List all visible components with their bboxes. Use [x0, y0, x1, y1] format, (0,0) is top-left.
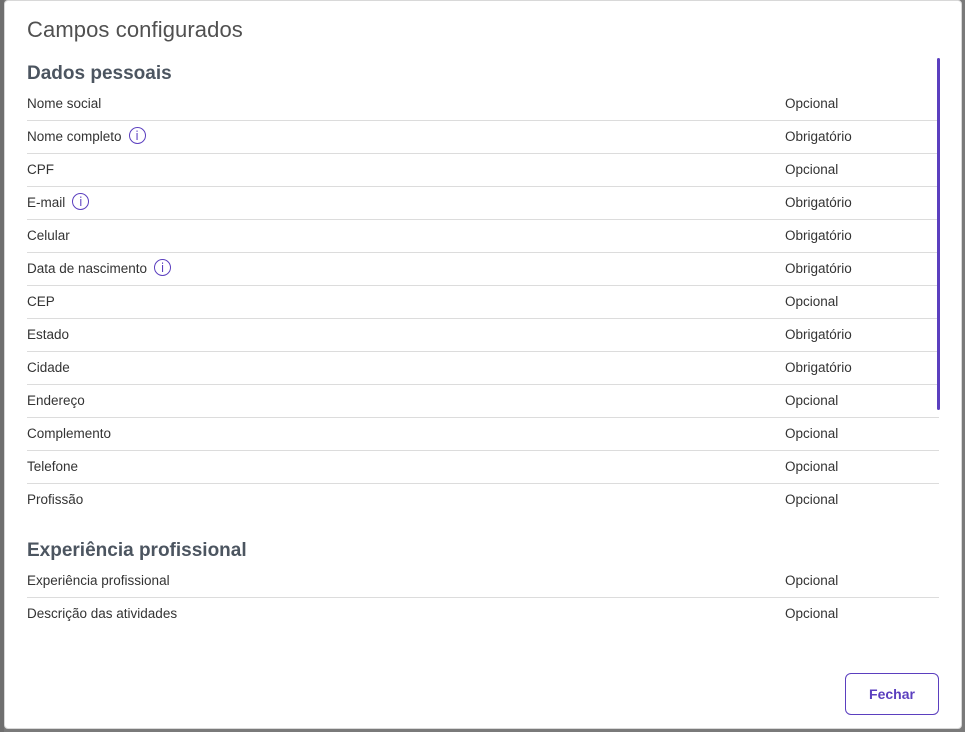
field-status: Obrigatório	[785, 261, 852, 276]
field-label-wrap	[27, 459, 78, 474]
field-label-wrap	[27, 573, 170, 588]
field-row	[27, 220, 939, 253]
close-button[interactable]: Fechar	[845, 673, 939, 715]
field-label-wrap	[27, 393, 85, 408]
field-label: Cidade	[27, 360, 70, 375]
field-status: Opcional	[785, 96, 839, 111]
field-label: Celular	[27, 228, 70, 243]
field-list	[27, 565, 939, 630]
field-label-wrap	[27, 96, 101, 111]
scrollbar-thumb[interactable]	[937, 58, 940, 410]
field-label: Endereço	[27, 393, 85, 408]
field-row	[27, 598, 939, 630]
field-label: CEP	[27, 294, 55, 309]
dialog-title: Campos configurados	[27, 17, 243, 42]
field-label: Estado	[27, 327, 70, 342]
field-status: Opcional	[785, 426, 839, 441]
field-row	[27, 565, 939, 598]
field-label-wrap	[27, 228, 70, 243]
fields-dialog	[4, 0, 962, 729]
field-status: Obrigatório	[785, 360, 852, 375]
field-status: Opcional	[785, 573, 839, 588]
section-professional-experience	[27, 534, 939, 630]
field-row	[27, 154, 939, 187]
field-label: Nome completo	[27, 129, 122, 144]
section-personal-data	[27, 57, 939, 516]
info-icon[interactable]: i	[129, 127, 146, 144]
field-label-wrap	[27, 195, 89, 210]
field-row	[27, 484, 939, 516]
field-label: CPF	[27, 162, 54, 177]
field-label: Descrição das atividades	[27, 606, 178, 621]
fields-scroll-area[interactable]	[27, 57, 939, 649]
field-label-wrap	[27, 261, 171, 276]
info-icon[interactable]: i	[154, 259, 171, 276]
field-label: Telefone	[27, 459, 79, 474]
field-label-wrap	[27, 492, 83, 507]
field-label-wrap	[27, 129, 146, 144]
field-label: Experiência profissional	[27, 573, 170, 588]
field-label-wrap	[27, 294, 55, 309]
field-row	[27, 319, 939, 352]
field-label: Nome social	[27, 96, 102, 111]
field-status: Obrigatório	[785, 228, 852, 243]
field-status: Opcional	[785, 459, 839, 474]
section-title: Experiência profissional	[27, 540, 247, 561]
field-row	[27, 88, 939, 121]
field-row	[27, 121, 939, 154]
field-row	[27, 451, 939, 484]
field-row	[27, 253, 939, 286]
field-status: Obrigatório	[785, 129, 852, 144]
field-row	[27, 418, 939, 451]
field-label: Complemento	[27, 426, 112, 441]
field-row	[27, 352, 939, 385]
field-row	[27, 286, 939, 319]
field-row	[27, 385, 939, 418]
field-label-wrap	[27, 606, 177, 621]
section-title: Dados pessoais	[27, 63, 172, 84]
field-list	[27, 88, 939, 516]
field-label: E-mail	[27, 195, 66, 210]
field-status: Opcional	[785, 393, 839, 408]
field-label-wrap	[27, 327, 69, 342]
field-label-wrap	[27, 426, 111, 441]
field-status: Opcional	[785, 492, 839, 507]
field-status: Obrigatório	[785, 327, 852, 342]
field-status: Opcional	[785, 606, 839, 621]
field-label-wrap	[27, 360, 70, 375]
info-icon[interactable]: i	[72, 193, 89, 210]
field-label: Data de nascimento	[27, 261, 148, 276]
field-status: Opcional	[785, 162, 839, 177]
field-status: Opcional	[785, 294, 839, 309]
field-row	[27, 187, 939, 220]
field-status: Obrigatório	[785, 195, 852, 210]
field-label: Profissão	[27, 492, 84, 507]
field-label-wrap	[27, 162, 54, 177]
